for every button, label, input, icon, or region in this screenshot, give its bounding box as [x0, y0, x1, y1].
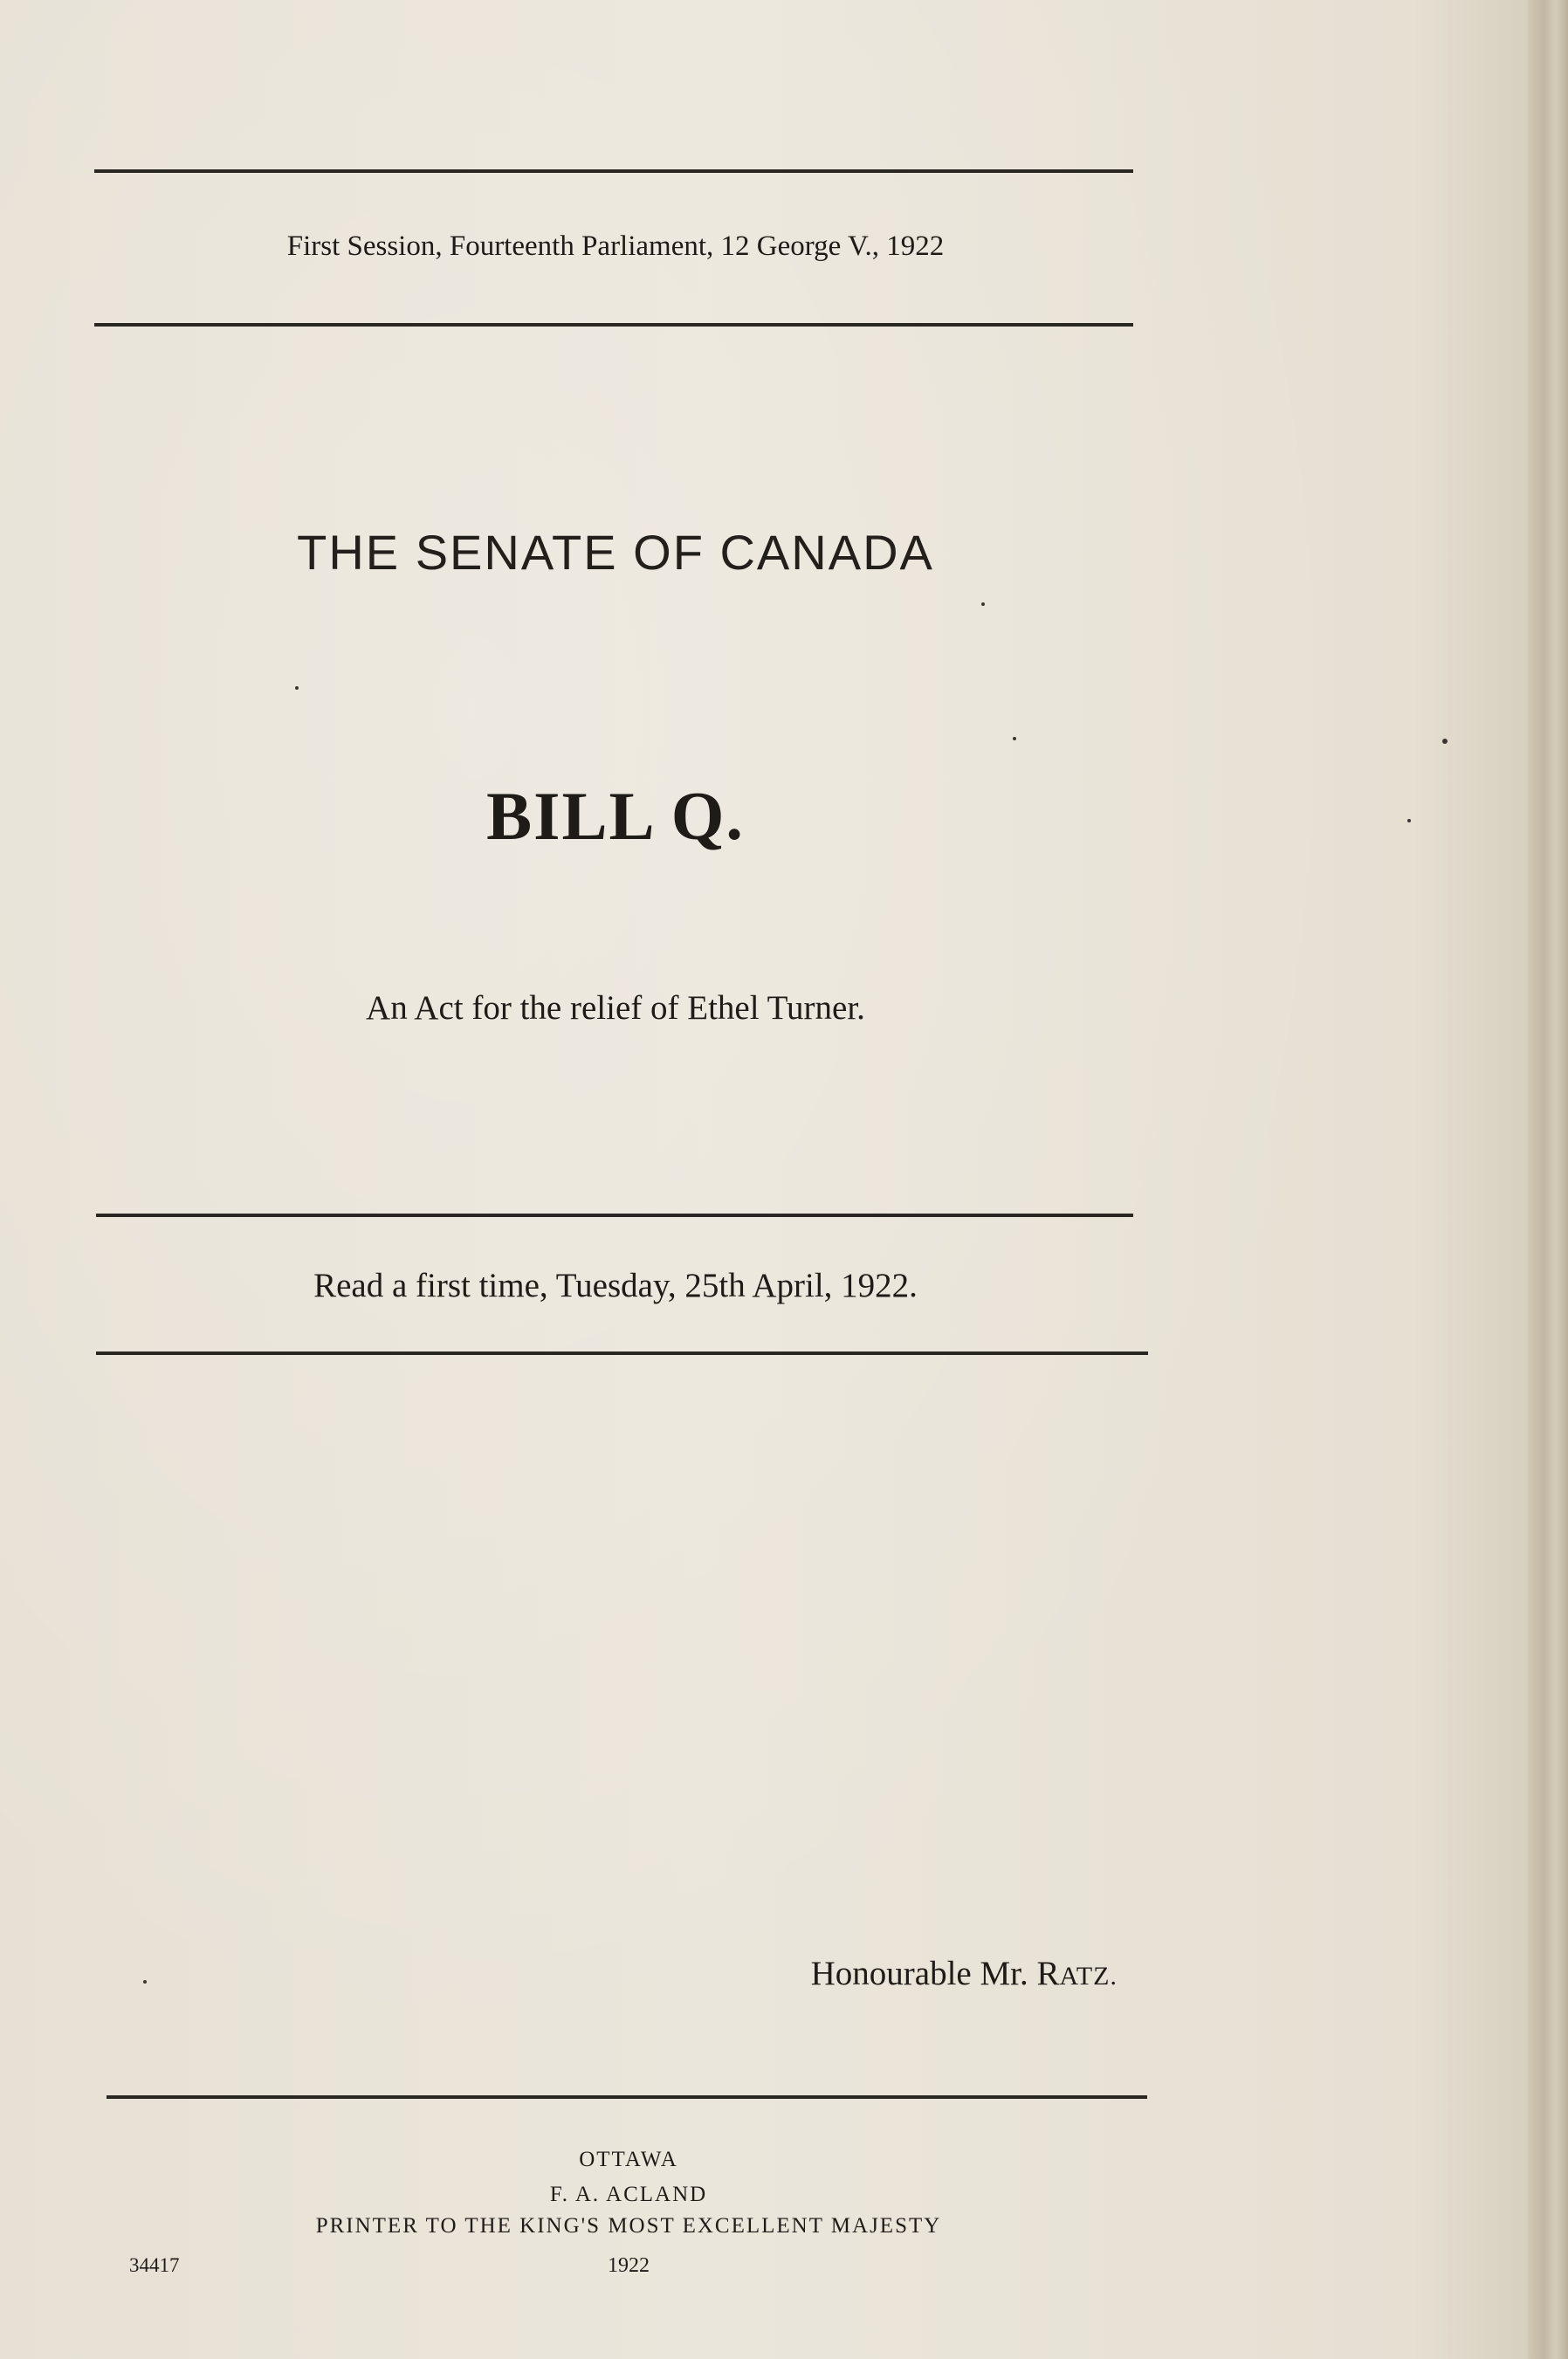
sponsor-name: ATZ. — [1059, 1962, 1118, 1991]
imprint-year: 1922 — [608, 2254, 650, 2277]
act-title: An Act for the relief of Ethel Turner. — [366, 989, 865, 1027]
imprint-city: OTTAWA — [579, 2148, 678, 2171]
session-line: First Session, Fourteenth Parliament, 12 George V., 1922 — [286, 230, 945, 262]
page-edge — [1528, 0, 1568, 2359]
bottom-rule — [107, 2095, 1147, 2099]
sponsor-prefix: Honourable Mr. R — [810, 1955, 1060, 1992]
act-rule — [96, 1214, 1133, 1217]
paper-speck — [1407, 819, 1411, 822]
bill-title: BILL Q. — [486, 778, 745, 854]
first-reading-line: Read a first time, Tuesday, 25th April, 1922. — [313, 1267, 918, 1304]
paper-speck — [1442, 739, 1448, 744]
sponsor-line — [629, 1954, 1118, 1993]
chamber-title: THE SENATE OF CANADA — [297, 525, 934, 580]
paper-speck — [143, 1980, 147, 1984]
top-rule — [94, 169, 1133, 173]
session-rule — [94, 323, 1133, 327]
paper-speck — [981, 602, 985, 606]
document-code: 34417 — [129, 2254, 180, 2276]
paper-speck — [295, 686, 299, 690]
reading-rule — [96, 1351, 1148, 1355]
paper-speck — [1013, 737, 1016, 740]
imprint-title: PRINTER TO THE KING'S MOST EXCELLENT MAJESTY — [315, 2214, 942, 2238]
imprint-printer: F. A. ACLAND — [549, 2183, 708, 2206]
